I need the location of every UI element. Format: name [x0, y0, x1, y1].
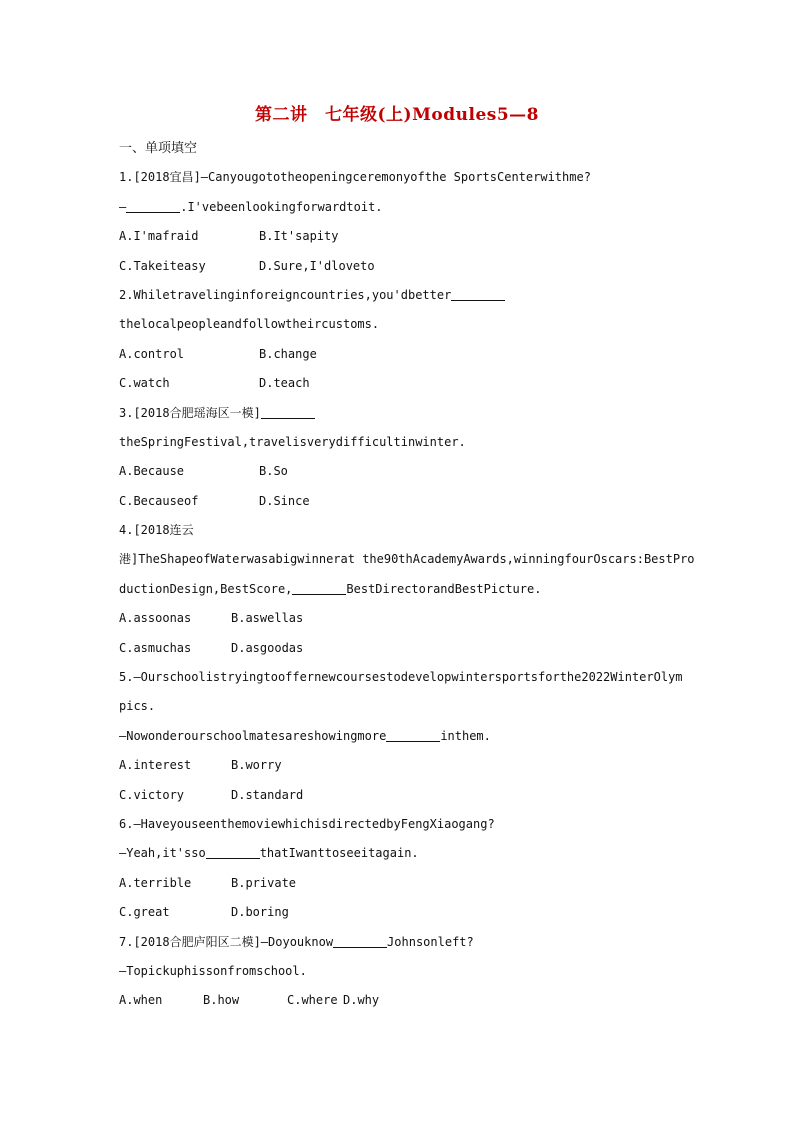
- option-a: A.assoonas: [119, 611, 192, 626]
- question-text: —: [119, 199, 127, 214]
- option-d: D.Sure,I'dloveto: [259, 258, 375, 273]
- option-d: D.teach: [259, 376, 310, 391]
- option-a: A.interest: [119, 758, 192, 773]
- section-heading: 一、单项填空: [119, 141, 198, 156]
- option-c: C.Becauseof: [119, 493, 199, 508]
- option-d: D.why: [343, 993, 380, 1008]
- option-b: B.So: [259, 464, 288, 479]
- question-line: [119, 928, 699, 957]
- option-b: B.It'sapity: [259, 229, 339, 244]
- question-text: Johnsonleft?: [387, 934, 474, 949]
- question-1: [119, 163, 699, 281]
- question-line: [119, 722, 699, 751]
- options-row: [119, 252, 699, 281]
- question-list: [119, 134, 699, 1016]
- question-line: [119, 428, 699, 457]
- option-d: D.asgoodas: [231, 640, 304, 655]
- options-row: [119, 369, 699, 398]
- question-text: inthem.: [440, 728, 491, 743]
- question-text: .I'vebeenlookingforwardtoit.: [180, 199, 383, 214]
- option-c: C.watch: [119, 376, 170, 391]
- question-text: thatIwanttoseeitagain.: [259, 846, 419, 861]
- options-row: [119, 781, 699, 810]
- option-b: B.aswellas: [231, 611, 304, 626]
- option-c: C.great: [119, 905, 170, 920]
- question-line: [119, 193, 699, 222]
- question-3: [119, 399, 699, 517]
- options-row: [119, 986, 699, 1015]
- answer-blank: [206, 845, 260, 859]
- option-d: D.boring: [231, 905, 289, 920]
- question-text: 5.—Ourschoolistryingtooffernewcoursestodevelopwintersportsforthe2022WinterOlym: [119, 670, 683, 685]
- answer-blank: [451, 287, 505, 301]
- option-a: A.control: [119, 346, 185, 361]
- option-b: B.change: [259, 346, 317, 361]
- option-a: A.when: [119, 993, 163, 1008]
- option-c: C.where: [287, 993, 338, 1008]
- question-text: BestDirectorandBestPicture.: [346, 581, 542, 596]
- answer-blank: [333, 934, 387, 948]
- option-b: B.private: [231, 875, 297, 890]
- question-text: —Topickuphissonfromschool.: [119, 963, 307, 978]
- option-a: A.I'mafraid: [119, 229, 199, 244]
- option-d: D.Since: [259, 493, 310, 508]
- option-b: B.worry: [231, 758, 282, 773]
- question-2: [119, 281, 699, 399]
- option-c: C.victory: [119, 787, 185, 802]
- question-line: [119, 281, 699, 310]
- question-line: [119, 399, 699, 428]
- question-text: 港]TheShapeofWaterwasabigwinnerat the90thAcademyAwards,winningfourOscars:BestPro: [119, 552, 695, 567]
- answer-blank: [126, 199, 180, 213]
- question-text: 1.[2018宜昌]—Canyougototheopeningceremonyofthe SportsCenterwithme?: [119, 170, 591, 185]
- options-row: [119, 751, 699, 780]
- question-5: [119, 663, 699, 810]
- answer-blank: [386, 728, 440, 742]
- question-text: thelocalpeopleandfollowtheircustoms.: [119, 317, 380, 332]
- option-c: C.asmuchas: [119, 640, 192, 655]
- question-6: [119, 810, 699, 928]
- question-line: [119, 957, 699, 986]
- options-row: [119, 457, 699, 486]
- question-text: —Yeah,it'sso: [119, 846, 206, 861]
- options-row: [119, 869, 699, 898]
- page-title: 第二讲 七年级(上)Modules5—8: [255, 105, 539, 125]
- question-line: [119, 810, 699, 839]
- question-text: 3.[2018合肥瑶海区一模]: [119, 405, 261, 420]
- options-row: [119, 340, 699, 369]
- question-line: [119, 545, 699, 574]
- question-line: [119, 663, 699, 692]
- option-c: C.Takeiteasy: [119, 258, 206, 273]
- question-4: [119, 516, 699, 663]
- question-line: [119, 575, 699, 604]
- option-a: A.Because: [119, 464, 185, 479]
- option-a: A.terrible: [119, 875, 192, 890]
- options-row: [119, 898, 699, 927]
- question-line: [119, 310, 699, 339]
- question-text: 4.[2018连云: [119, 523, 194, 538]
- question-line: [119, 163, 699, 192]
- options-row: [119, 487, 699, 516]
- question-text: 7.[2018合肥庐阳区二模]—Doyouknow: [119, 934, 334, 949]
- answer-blank: [292, 581, 346, 595]
- question-text: pics.: [119, 699, 156, 714]
- options-row: [119, 222, 699, 251]
- question-line: [119, 516, 699, 545]
- question-text: ductionDesign,BestScore,: [119, 581, 293, 596]
- option-b: B.how: [203, 993, 240, 1008]
- question-line: [119, 839, 699, 868]
- question-text: 2.Whiletravelinginforeigncountries,you'dbetter: [119, 287, 452, 302]
- question-line: [119, 692, 699, 721]
- answer-blank: [261, 405, 315, 419]
- question-7: [119, 928, 699, 1016]
- question-text: —Nowonderourschoolmatesareshowingmore: [119, 728, 387, 743]
- option-d: D.standard: [231, 787, 304, 802]
- question-text: 6.—HaveyouseenthemoviewhichisdirectedbyFengXiaogang?: [119, 816, 495, 831]
- options-row: [119, 604, 699, 633]
- question-text: theSpringFestival,travelisverydifficultinwinter.: [119, 434, 466, 449]
- options-row: [119, 634, 699, 663]
